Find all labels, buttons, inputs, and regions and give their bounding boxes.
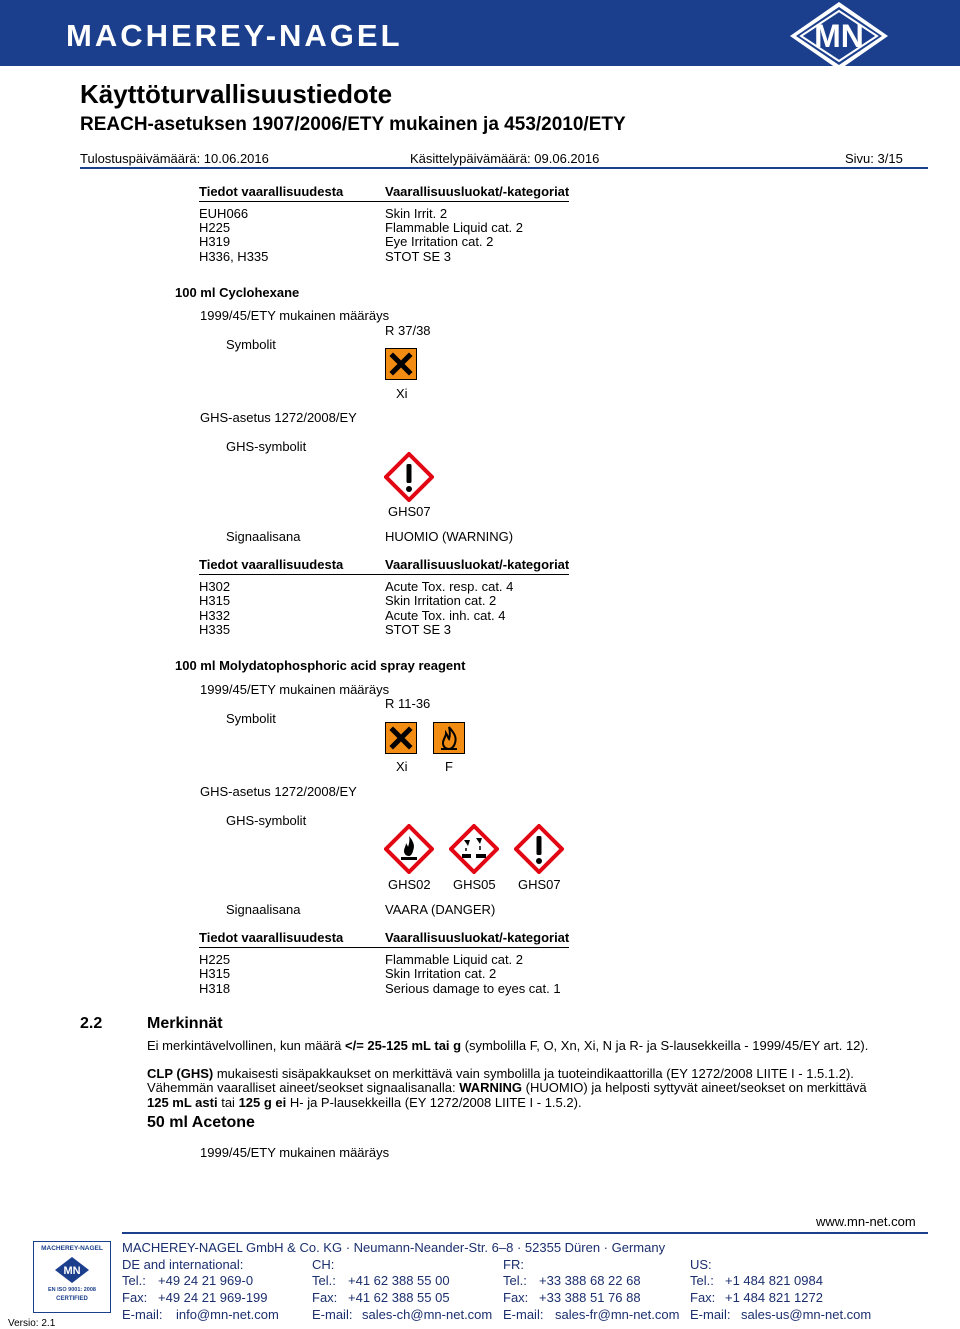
table-row-class: Acute Tox. resp. cat. 4 xyxy=(385,579,514,594)
footer-tel: +33 388 68 22 68 xyxy=(539,1273,641,1288)
footer-mail[interactable]: sales-us@mn-net.com xyxy=(741,1307,872,1322)
footer-tel: +41 62 388 55 00 xyxy=(348,1273,450,1288)
footer-company: MACHEREY-NAGEL GmbH & Co. KG · Neumann-Neander-Str. 6–8 · 52355 Düren · Germany xyxy=(122,1240,666,1255)
iso-badge xyxy=(33,1241,111,1313)
cyclohexane-col-code: Tiedot vaarallisuudesta xyxy=(199,557,344,572)
moly-ghs-symbols-label: GHS-symbolit xyxy=(226,813,307,828)
table-row-class: Flammable Liquid cat. 2 xyxy=(385,952,524,967)
page-number: Sivu: 3/15 xyxy=(845,151,903,166)
ghs02-flame-icon xyxy=(384,824,434,874)
moly-ghs-code: GHS05 xyxy=(453,877,496,892)
footer-tel: +49 24 21 969-0 xyxy=(158,1273,254,1288)
cyclohexane-signal-label: Signaalisana xyxy=(226,529,301,544)
footer-fax-label: Fax: xyxy=(312,1290,338,1305)
moly-ghs-reg: GHS-asetus 1272/2008/EY xyxy=(200,784,357,799)
brand-name: MACHEREY-NAGEL xyxy=(66,18,403,53)
table-row-code: H225 xyxy=(199,952,231,967)
table0-col-class: Vaarallisuusluokat/-kategoriat xyxy=(385,184,570,199)
moly-col-code: Tiedot vaarallisuudesta xyxy=(199,930,344,945)
footer-col-head: US: xyxy=(690,1257,712,1272)
acetone-title: 50 ml Acetone xyxy=(147,1114,255,1131)
moly-ghs-code: GHS02 xyxy=(388,877,431,892)
badge-brand: MACHEREY-NAGEL xyxy=(34,1242,110,1255)
moly-title: 100 ml Molydatophosphoric acid spray reagent xyxy=(175,658,466,673)
footer-tel-label: Tel.: xyxy=(312,1273,336,1288)
table-row-class: Eye Irritation cat. 2 xyxy=(385,234,494,249)
cyclohexane-symbols-label: Symbolit xyxy=(226,337,276,352)
badge-iso: EN ISO 9001: 2008 xyxy=(47,1287,96,1293)
footer-rule xyxy=(122,1232,928,1234)
cyclohexane-ghs-symbols-label: GHS-symbolit xyxy=(226,439,307,454)
section-p4: 125 mL asti tai 125 g ei H- ja P-lausekkeilla (EY 1272/2008 LIITE I - 1.5.2). xyxy=(147,1095,582,1110)
table-row-class: Skin Irritation cat. 2 xyxy=(385,593,497,608)
footer-mail-label: E-mail: xyxy=(690,1307,731,1322)
footer-tel: +1 484 821 0984 xyxy=(725,1273,823,1288)
table0-col-code: Tiedot vaarallisuudesta xyxy=(199,184,344,199)
badge-logo-text: MN xyxy=(63,1265,81,1277)
process-date: Käsittelypäivämäärä: 09.06.2016 xyxy=(410,151,600,166)
doc-subtitle: REACH-asetuksen 1907/2006/ETY mukainen ja 453/2010/ETY xyxy=(80,114,626,135)
footer-mail[interactable]: sales-fr@mn-net.com xyxy=(555,1307,680,1322)
cyclohexane-ghs-code: GHS07 xyxy=(388,504,431,519)
footer-mail-label: E-mail: xyxy=(503,1307,544,1322)
table-row-class: STOT SE 3 xyxy=(385,249,451,264)
moly-signal-word: VAARA (DANGER) xyxy=(385,902,496,917)
footer-tel-label: Tel.: xyxy=(122,1273,146,1288)
moly-sym-label-xi: Xi xyxy=(396,759,408,774)
table-row-class: Acute Tox. inh. cat. 4 xyxy=(385,608,506,623)
table-row-code: H332 xyxy=(199,608,231,623)
section-p3: Vähemmän vaaralliset aineet/seokset signaalisanalla: WARNING (HUOMIO) ja helposti syttyvät aineet/seokset on merkittävä xyxy=(147,1080,867,1095)
table-row-code: H335 xyxy=(199,622,231,637)
moly-ghs-code: GHS07 xyxy=(518,877,561,892)
footer-col-head: FR: xyxy=(503,1257,524,1272)
cyclohexane-directive: 1999/45/ETY mukainen määräys xyxy=(200,308,390,323)
footer-fax: +41 62 388 55 05 xyxy=(348,1290,450,1305)
cyclohexane-sym-label: Xi xyxy=(396,386,408,401)
footer-fax: +33 388 51 76 88 xyxy=(539,1290,641,1305)
moly-symbols-label: Symbolit xyxy=(226,711,276,726)
print-date: Tulostuspäivämäärä: 10.06.2016 xyxy=(80,151,269,166)
footer-mail-label: E-mail: xyxy=(312,1307,353,1322)
cyclohexane-col-class: Vaarallisuusluokat/-kategoriat xyxy=(385,557,570,572)
table-row-code: H315 xyxy=(199,593,231,608)
cyclohexane-rule xyxy=(199,574,569,575)
footer-web[interactable]: www.mn-net.com xyxy=(816,1214,916,1229)
cyclohexane-signal-word: HUOMIO (WARNING) xyxy=(385,529,514,544)
table-row-class: Flammable Liquid cat. 2 xyxy=(385,220,524,235)
footer-fax-label: Fax: xyxy=(690,1290,716,1305)
table-row-class: Serious damage to eyes cat. 1 xyxy=(385,981,561,996)
cyclohexane-title: 100 ml Cyclohexane xyxy=(175,285,300,300)
table-row-code: EUH066 xyxy=(199,206,249,221)
badge-cert: CERTIFIED xyxy=(56,1296,88,1302)
xi-harmful-icon xyxy=(385,348,417,380)
section-line1: Ei merkintävelvollinen, kun määrä </= 25-125 mL tai g (symbolilla F, O, Xn, Xi, N ja R- ja S-lausekkeilla - 1999/45/EY art. 12). xyxy=(147,1038,869,1053)
section-title: Merkinnät xyxy=(147,1015,223,1032)
header-rule xyxy=(80,167,928,169)
f-flammable-icon xyxy=(433,722,465,754)
table-row-code: H302 xyxy=(199,579,231,594)
table-row-class: Skin Irrit. 2 xyxy=(385,206,448,221)
section-p2: CLP (GHS) mukaisesti sisäpakkaukset on merkittävä vain symbolilla ja tuoteindikaattorilla (EY 1272/2008 LIITE I - 1.5.1.2). xyxy=(147,1066,854,1081)
moly-rule xyxy=(199,947,569,948)
logo-text: MN xyxy=(814,18,864,54)
badge-mn-logo xyxy=(54,1256,90,1284)
mn-logo xyxy=(784,0,894,72)
footer-col-head: CH: xyxy=(312,1257,335,1272)
cyclohexane-r-phrase: R 37/38 xyxy=(385,323,431,338)
table-row-code: H318 xyxy=(199,981,231,996)
table-row-code: H225 xyxy=(199,220,231,235)
ghs07-exclamation-icon xyxy=(384,452,434,502)
table-row-class: STOT SE 3 xyxy=(385,622,451,637)
doc-title: Käyttöturvallisuustiedote xyxy=(80,79,393,109)
acetone-directive: 1999/45/ETY mukainen määräys xyxy=(200,1145,390,1160)
footer-fax: +49 24 21 969-199 xyxy=(158,1290,268,1305)
footer-tel-label: Tel.: xyxy=(690,1273,714,1288)
footer-mail-label: E-mail: xyxy=(122,1307,163,1322)
footer-mail[interactable]: info@mn-net.com xyxy=(176,1307,279,1322)
table-row-code: H319 xyxy=(199,234,231,249)
footer-fax-label: Fax: xyxy=(122,1290,148,1305)
table-row-code: H336, H335 xyxy=(199,249,269,264)
footer-col-head: DE and international: xyxy=(122,1257,244,1272)
version-label: Versio: 2.1 xyxy=(8,1318,56,1329)
table0-rule xyxy=(199,201,569,202)
moly-directive: 1999/45/ETY mukainen määräys xyxy=(200,682,390,697)
xi-harmful-icon xyxy=(385,722,417,754)
footer-mail[interactable]: sales-ch@mn-net.com xyxy=(362,1307,493,1322)
moly-col-class: Vaarallisuusluokat/-kategoriat xyxy=(385,930,570,945)
moly-signal-label: Signaalisana xyxy=(226,902,301,917)
moly-sym-label-f: F xyxy=(445,759,453,774)
section-number: 2.2 xyxy=(80,1015,103,1032)
table-row-class: Skin Irritation cat. 2 xyxy=(385,966,497,981)
footer-fax-label: Fax: xyxy=(503,1290,529,1305)
moly-r-phrase: R 11-36 xyxy=(385,696,431,711)
table-row-code: H315 xyxy=(199,966,231,981)
ghs07-exclamation-icon xyxy=(514,824,564,874)
cyclohexane-ghs-reg: GHS-asetus 1272/2008/EY xyxy=(200,410,357,425)
footer-fax: +1 484 821 1272 xyxy=(725,1290,823,1305)
ghs05-corrosion-icon xyxy=(449,824,499,874)
footer-tel-label: Tel.: xyxy=(503,1273,527,1288)
